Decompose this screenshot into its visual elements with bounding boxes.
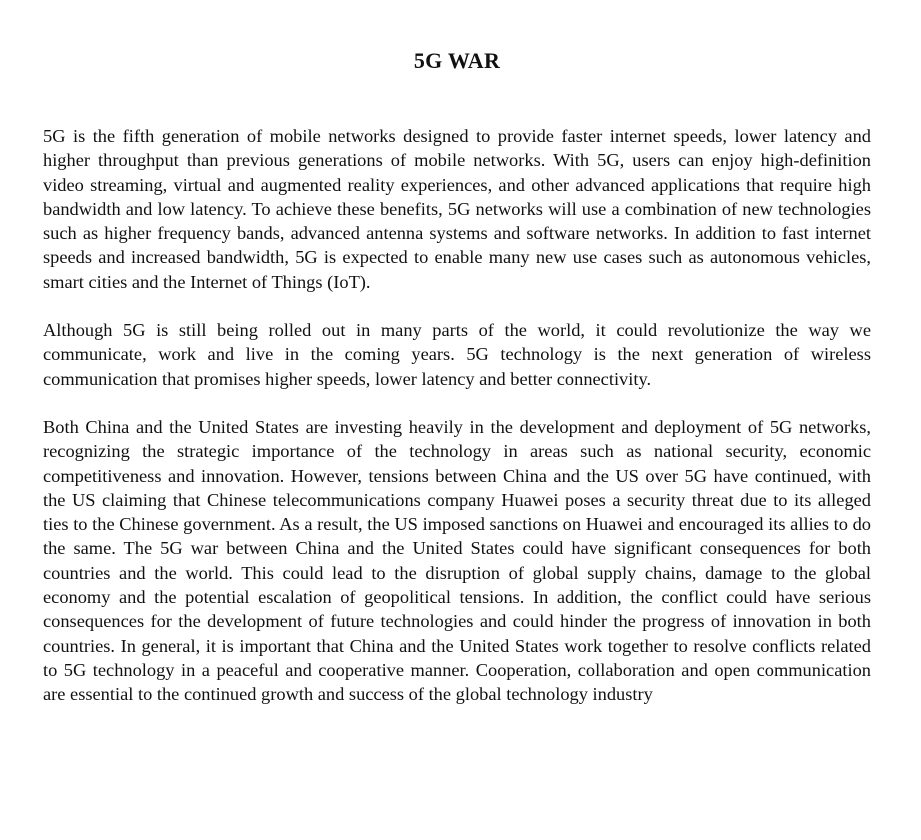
paragraph-china-us: Both China and the United States are investing heavily in the development and deployment of 5G networks, recognizing the strategic importance of the technology in areas such as national security, economic competitiveness and innovation. However, tensions between China and the US over 5G have continued, with the US claiming that Chinese telecommunications company Huawei poses a security threat due to its alleged ties to the Chinese government. As a result, the US imposed sanctions on Huawei and encouraged its allies to do the same. The 5G war between China and the United States could have significant consequences for both countries and the world. This could lead to the disruption of global supply chains, damage to the global economy and the potential escalation of geopolitical tensions. In addition, the conflict could have serious consequences for the development of future technologies and could hinder the progress of innovation in both countries. In general, it is important that China and the United States work together to resolve conflicts related to 5G technology in a peaceful and cooperative manner. Cooperation, collaboration and open communication are essential to the continued growth and success of the global technology industry: [43, 416, 871, 705]
document-title: 5G WAR: [413, 48, 501, 73]
paragraph-intro: 5G is the fifth generation of mobile networks designed to provide faster internet speeds, lower latency and higher throughput than previous generations of mobile networks. With 5G, users can enjoy high-definition video streaming, virtual and augmented reality experiences, and other advanced applications that require high bandwidth and low latency. To achieve these benefits, 5G networks will use a combination of new technologies such as higher frequency bands, advanced antenna systems and software networks. In addition to fast internet speeds and increased bandwidth, 5G is expected to enable many new use cases such as autonomous vehicles, smart cities and the Internet of Things (IoT).: [43, 126, 871, 292]
paragraph-rollout: Although 5G is still being rolled out in many parts of the world, it could revolutionize the way we communicate, work and live in the coming years. 5G technology is the next generation of wireless communication that promises higher speeds, lower latency and better connectivity.: [43, 320, 871, 389]
document-page: [43, 46, 871, 707]
